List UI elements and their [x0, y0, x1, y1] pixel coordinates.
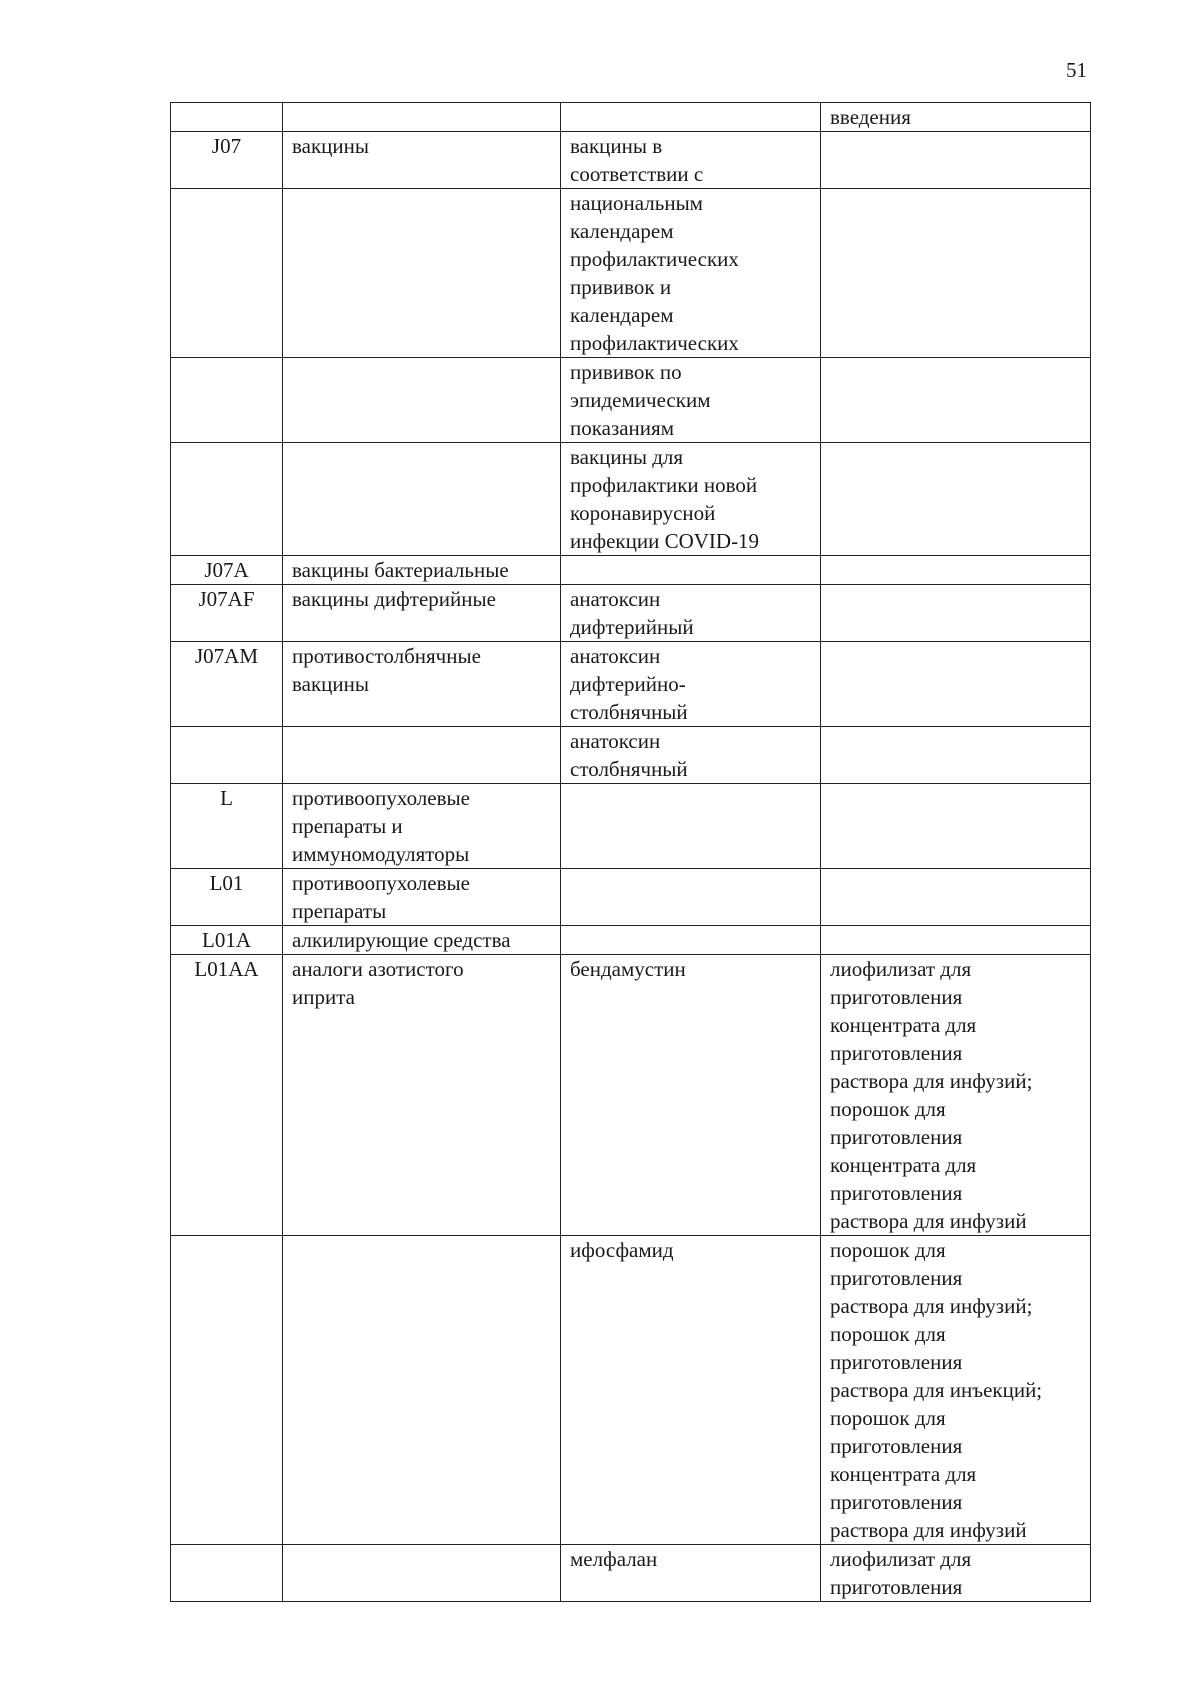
dosage-form-cell: [821, 132, 1091, 189]
dosage-form-cell: [821, 556, 1091, 585]
table-row: [171, 132, 1091, 189]
drug-cell: анатоксин дифтерийно- столбнячный: [561, 642, 821, 727]
group-cell: [283, 189, 561, 358]
table-row: [171, 103, 1091, 132]
table-row: [171, 556, 1091, 585]
table-row: [171, 585, 1091, 642]
group-cell: вакцины бактериальные: [283, 556, 561, 585]
atc-code-cell: [171, 1236, 283, 1545]
table-row: [171, 1236, 1091, 1545]
atc-code-cell: L01AA: [171, 955, 283, 1236]
group-cell: аналоги азотистого иприта: [283, 955, 561, 1236]
atc-code-cell: J07: [171, 132, 283, 189]
table-row: [171, 869, 1091, 926]
group-cell: [283, 358, 561, 443]
atc-code-cell: [171, 443, 283, 556]
atc-code-cell: J07AF: [171, 585, 283, 642]
group-cell: вакцины дифтерийные: [283, 585, 561, 642]
drug-cell: вакцины для профилактики новой коронавирусной инфекции COVID-19: [561, 443, 821, 556]
drug-cell: прививок по эпидемическим показаниям: [561, 358, 821, 443]
drug-classification-table: [170, 102, 1091, 1602]
table-row: [171, 955, 1091, 1236]
table-row: [171, 926, 1091, 955]
group-cell: алкилирующие средства: [283, 926, 561, 955]
dosage-form-cell: [821, 784, 1091, 869]
dosage-form-cell: [821, 189, 1091, 358]
drug-cell: национальным календарем профилактических прививок и календарем профилактических: [561, 189, 821, 358]
group-cell: [283, 1545, 561, 1602]
group-cell: [283, 103, 561, 132]
drug-cell: вакцины в соответствии с: [561, 132, 821, 189]
group-cell: вакцины: [283, 132, 561, 189]
drug-cell: [561, 784, 821, 869]
atc-code-cell: L01: [171, 869, 283, 926]
dosage-form-cell: [821, 869, 1091, 926]
atc-code-cell: J07AM: [171, 642, 283, 727]
atc-code-cell: J07A: [171, 556, 283, 585]
dosage-form-cell: лиофилизат для приготовления концентрата для приготовления раствора для инфузий; порошок для приготовления концентрата для приготовления раствора для инфузий: [821, 955, 1091, 1236]
drug-cell: анатоксин дифтерийный: [561, 585, 821, 642]
group-cell: противоопухолевые препараты: [283, 869, 561, 926]
atc-code-cell: [171, 103, 283, 132]
dosage-form-cell: [821, 926, 1091, 955]
drug-cell: ифосфамид: [561, 1236, 821, 1545]
table-row: [171, 358, 1091, 443]
drug-cell: [561, 926, 821, 955]
group-cell: [283, 1236, 561, 1545]
drug-cell: [561, 556, 821, 585]
dosage-form-cell: [821, 585, 1091, 642]
drug-cell: мелфалан: [561, 1545, 821, 1602]
group-cell: противостолбнячные вакцины: [283, 642, 561, 727]
atc-code-cell: L01A: [171, 926, 283, 955]
atc-code-cell: [171, 1545, 283, 1602]
drug-cell: бендамустин: [561, 955, 821, 1236]
dosage-form-cell: [821, 642, 1091, 727]
dosage-form-cell: порошок для приготовления раствора для инфузий; порошок для приготовления раствора для инъекций; порошок для приготовления концентрата для приготовления раствора для инфузий: [821, 1236, 1091, 1545]
table-row: [171, 642, 1091, 727]
table-row: [171, 1545, 1091, 1602]
atc-code-cell: L: [171, 784, 283, 869]
table-row: [171, 189, 1091, 358]
group-cell: [283, 443, 561, 556]
dosage-form-cell: [821, 358, 1091, 443]
dosage-form-cell: введения: [821, 103, 1091, 132]
dosage-form-cell: [821, 727, 1091, 784]
atc-code-cell: [171, 358, 283, 443]
page-number: 51: [1066, 58, 1087, 82]
table-row: [171, 784, 1091, 869]
table-row: [171, 443, 1091, 556]
atc-code-cell: [171, 727, 283, 784]
drug-cell: анатоксин столбнячный: [561, 727, 821, 784]
drug-cell: [561, 103, 821, 132]
drug-cell: [561, 869, 821, 926]
table-row: [171, 727, 1091, 784]
group-cell: противоопухолевые препараты и иммуномодуляторы: [283, 784, 561, 869]
atc-code-cell: [171, 189, 283, 358]
group-cell: [283, 727, 561, 784]
dosage-form-cell: [821, 443, 1091, 556]
dosage-form-cell: лиофилизат для приготовления: [821, 1545, 1091, 1602]
